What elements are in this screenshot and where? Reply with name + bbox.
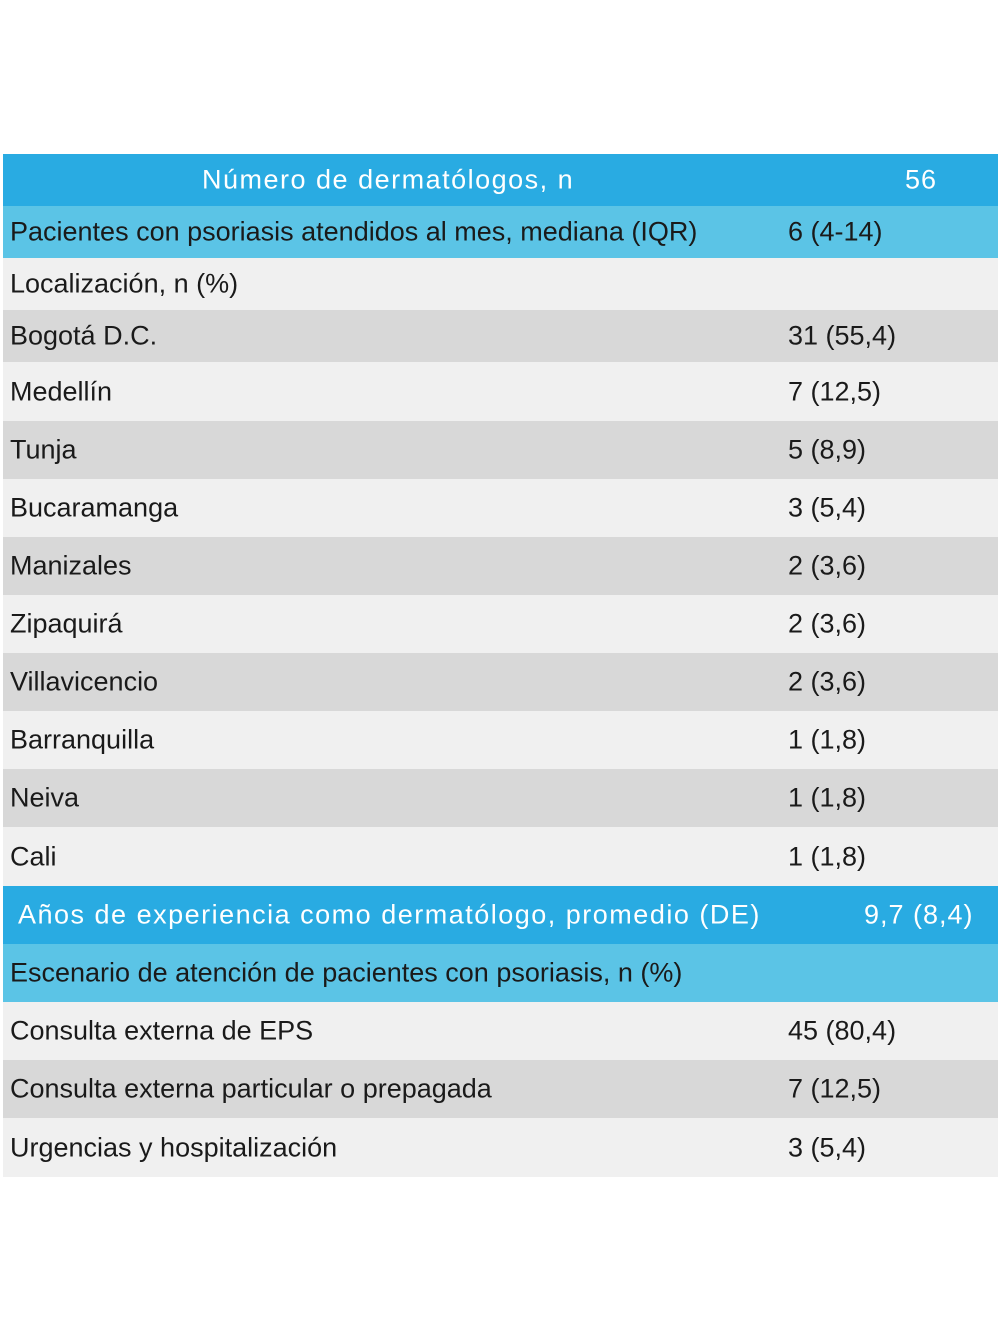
table-row <box>3 711 998 769</box>
table-row <box>3 206 998 258</box>
row-value: 31 (55,4) <box>788 320 897 351</box>
table-row <box>3 1060 998 1118</box>
row-label: Años de experiencia como dermatólogo, promedio (DE) <box>18 899 761 930</box>
row-label: Urgencias y hospitalización <box>10 1132 338 1162</box>
row-label: Cali <box>10 841 57 871</box>
table-row <box>3 827 998 886</box>
row-value: 9,7 (8,4) <box>864 899 974 930</box>
row-value: 1 (1,8) <box>788 724 867 755</box>
row-value: 7 (12,5) <box>788 376 882 406</box>
table-row <box>3 1118 998 1177</box>
row-value: 5 (8,9) <box>788 434 867 465</box>
row-value: 1 (1,8) <box>788 782 867 813</box>
table-row <box>3 258 998 310</box>
table-row <box>3 944 998 1002</box>
row-value: 7 (12,5) <box>788 1073 882 1104</box>
row-label: Zipaquirá <box>10 608 123 639</box>
row-value: 2 (3,6) <box>788 666 867 697</box>
table-row <box>3 886 998 944</box>
row-value: 1 (1,8) <box>788 841 867 871</box>
row-value: 3 (5,4) <box>788 1132 867 1162</box>
row-label: Medellín <box>10 376 113 406</box>
table-row <box>3 154 998 206</box>
row-value: 6 (4-14) <box>788 216 883 247</box>
row-label: Número de dermatólogos, n <box>202 164 575 195</box>
table-row <box>3 479 998 537</box>
row-label: Escenario de atención de pacientes con psoriasis, n (%) <box>10 957 683 988</box>
table-row <box>3 769 998 827</box>
row-label: Neiva <box>10 782 80 813</box>
row-label: Bogotá D.C. <box>10 320 158 351</box>
row-label: Bucaramanga <box>10 492 179 523</box>
row-value: 3 (5,4) <box>788 492 867 523</box>
row-value: 2 (3,6) <box>788 550 867 581</box>
table-row <box>3 595 998 653</box>
table-row <box>3 362 998 421</box>
table-row <box>3 1002 998 1060</box>
row-value: 45 (80,4) <box>788 1015 897 1046</box>
row-label: Villavicencio <box>10 666 159 697</box>
table-row <box>3 537 998 595</box>
table-row <box>3 653 998 711</box>
row-label: Localización, n (%) <box>10 268 239 299</box>
row-value: 2 (3,6) <box>788 608 867 639</box>
table-row <box>3 310 998 362</box>
row-label: Manizales <box>10 550 132 581</box>
row-label: Consulta externa particular o prepagada <box>10 1073 492 1104</box>
row-label: Tunja <box>10 434 77 465</box>
row-label: Pacientes con psoriasis atendidos al mes, mediana (IQR) <box>10 216 698 247</box>
table-row <box>3 421 998 479</box>
row-value: 56 <box>905 164 938 195</box>
row-label: Barranquilla <box>10 724 155 755</box>
row-label: Consulta externa de EPS <box>10 1015 314 1046</box>
data-table <box>3 154 998 1177</box>
